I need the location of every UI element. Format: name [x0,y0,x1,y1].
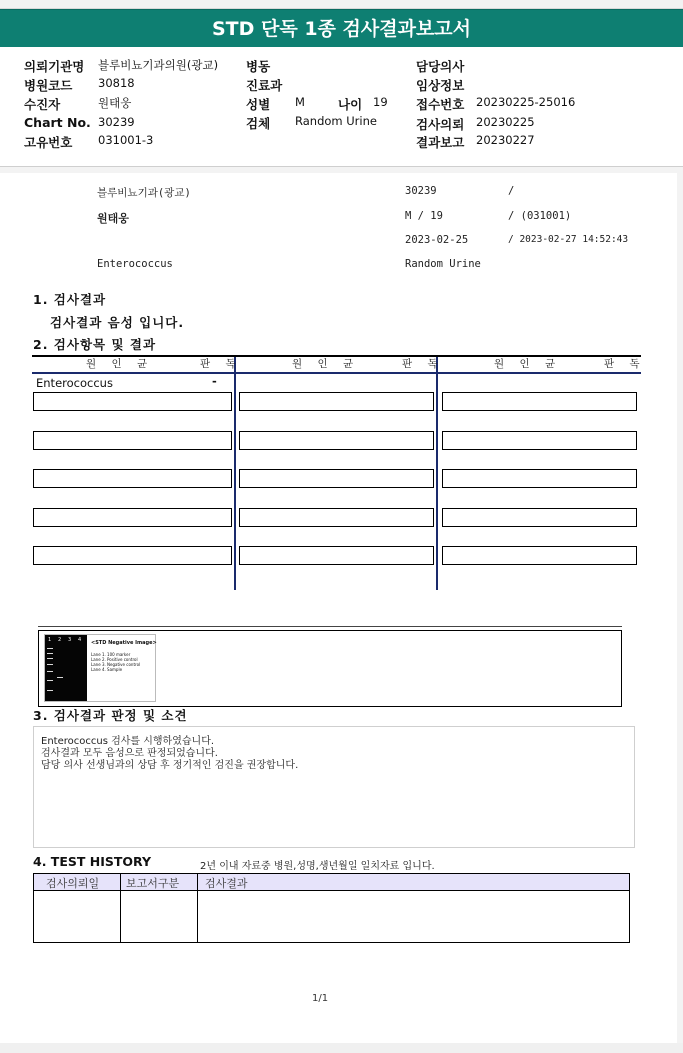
summary-report-datetime: / 2023-02-27 14:52:43 [508,234,629,245]
gel-lane-label: 3 [68,637,72,643]
dept-label: 진료과 [246,78,283,93]
report-label: 결과보고 [416,135,465,150]
history-col-divider [197,874,198,942]
col-judgment-header: 판 독 [604,358,646,370]
section-3-title: 3. 검사결과 판정 및 소견 [33,708,188,723]
age-label: 나이 [338,97,363,112]
result-slot [33,508,232,527]
page-number: 1/1 [312,993,329,1004]
gel-legend-line: Lane 3. Negative control [91,662,141,667]
summary-specimen: Random Urine [405,258,481,270]
receipt-label: 접수번호 [416,97,465,112]
col-judgment-header: 판 독 [402,358,444,370]
clinical-label: 임상정보 [416,78,465,93]
result-row-judgment: - [212,374,217,388]
request-label: 검사의뢰 [416,117,465,132]
specimen-value: Random Urine [295,114,377,128]
summary-slash: / [508,185,515,197]
result-slot [239,431,434,450]
page-edge [677,173,683,1043]
result-slot [442,431,637,450]
section-4-title: 4. TEST HISTORY [33,854,152,869]
result-slot [239,508,434,527]
summary-request-date: 2023-02-25 [405,234,469,246]
summary-sex-age: M / 19 [405,210,443,222]
history-col-report-type: 보고서구분 [126,877,180,890]
summary-unique: / (031001) [508,210,572,222]
result-slot [33,469,232,488]
result-slot [239,546,434,565]
page-gap [0,167,683,173]
receipt-value: 20230225-25016 [476,95,576,109]
summary-patient: 원태웅 [97,212,129,225]
gel-electrophoresis-image [45,635,87,701]
top-strip [0,0,683,9]
chart-label: Chart No. [24,115,91,130]
hospital-code-label: 병원코드 [24,78,73,93]
patient-label: 수진자 [24,97,61,112]
result-slot [442,546,637,565]
patient-value: 원태웅 [98,96,132,110]
history-col-request-date: 검사의뢰일 [46,877,100,890]
specimen-label: 검체 [246,116,271,131]
col-pathogen-header: 원 인 균 [86,358,154,370]
history-note: 2년 이내 자료중 병원,성명,생년월일 일치자료 입니다. [200,861,435,872]
institution-value: 블루비뇨기과의원(광교) [98,58,219,72]
opinion-line: 담당 의사 선생님과의 상담 후 정기적인 검진을 권장합니다. [41,760,299,771]
opinion-line: Enterococcus 검사를 시행하였습니다. [41,736,215,747]
institution-label: 의뢰기관명 [24,59,85,74]
ward-label: 병동 [246,59,271,74]
gel-band [47,664,53,665]
col-pathogen-header: 원 인 균 [292,358,360,370]
gel-legend-line: Lane 4. Sample [91,667,123,672]
opinion-line: 검사결과 모두 음성으로 판정되었습니다. [41,748,218,759]
col-pathogen-header: 원 인 균 [494,358,562,370]
gel-band [47,671,53,672]
gel-image-title: <STD Negative Image> [91,640,157,646]
unique-value: 031001-3 [98,133,154,147]
report-value: 20230227 [476,133,535,147]
result-slot [239,469,434,488]
result-slot [442,469,637,488]
results-table-divider [436,357,438,590]
gel-band [47,658,53,659]
report-header [0,47,683,167]
gel-lane-label: 1 [48,637,52,643]
unique-label: 고유번호 [24,135,73,150]
result-slot [239,392,434,411]
request-value: 20230225 [476,115,535,129]
gel-lane-label: 4 [78,637,82,643]
chart-value: 30239 [98,115,135,129]
results-table-header-rule [32,372,641,374]
result-slot [33,392,232,411]
sex-value: M [295,95,305,109]
result-slot [33,546,232,565]
result-slot [33,431,232,450]
section-1-result: 검사결과 음성 입니다. [50,315,185,330]
summary-organism: Enterococcus [97,258,173,270]
gel-band [47,653,53,654]
gel-band [47,648,53,649]
report-title: STD 단독 1종 검사결과보고서 [0,9,683,47]
result-slot [442,392,637,411]
summary-chart: 30239 [405,185,437,197]
doctor-label: 담당의사 [416,59,465,74]
history-col-result: 검사결과 [205,877,248,890]
result-slot [442,508,637,527]
sex-label: 성별 [246,97,271,112]
age-value: 19 [373,95,388,109]
section-1-title: 1. 검사결과 [33,292,107,307]
gel-band [47,690,53,691]
summary-institution: 블루비뇨기과(광교) [97,187,191,199]
gel-band [47,680,53,681]
history-col-divider [120,874,121,942]
results-table-divider [234,357,236,590]
gel-legend-line: Lane 1. 100 marker [91,652,131,657]
result-row-name: Enterococcus [36,376,113,390]
history-table-header [34,874,629,891]
col-judgment-header: 판 독 [200,358,242,370]
gel-lane-label: 2 [58,637,62,643]
section-2-title: 2. 검사항목 및 결과 [33,337,157,352]
gel-band [57,677,63,678]
gel-legend-line: Lane 2. Positive control [91,657,138,662]
section-divider [38,626,622,627]
hospital-code-value: 30818 [98,76,135,90]
bottom-strip [0,1043,683,1053]
